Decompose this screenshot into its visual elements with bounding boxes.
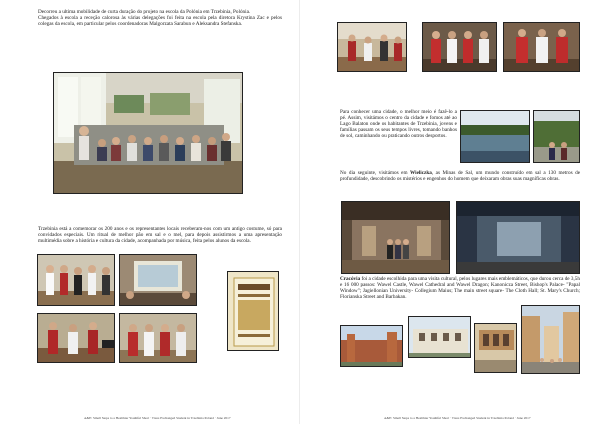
lake-photo — [460, 110, 530, 163]
street-photo — [521, 305, 580, 374]
ceremony-text — [38, 226, 282, 244]
anniversary-poster-photo — [227, 271, 279, 351]
cathedral-photo — [408, 316, 471, 358]
krakow-name: Cracóvia — [340, 276, 361, 282]
salt-mine-paragraph: No dia seguinte, visitámos em Wieliczka, as Minas de Sal, um mundo construído em sal a 130 metros de profundidade, descobrindo os mistérios e engenhos do homem que deixaram obras suas magníficas obras. — [340, 170, 580, 183]
hall-photo — [337, 22, 407, 72]
welcome-photo — [37, 254, 115, 306]
right-footer: A&E: Small Steps to a Healthier Youthful Short · Trzes Exchanged Student in Trzebinia Poland · June 2017 — [384, 416, 531, 420]
ceremony-paragraph: Trzebinia está a comemorar os 200 anos e os representantes locais receberam-nos com um antigo costume, só para convidados especiais. Um ritual de melhor pão em sal e o mel, para depois assistirmos a uma apresentação multimédia sobre a história e cultura da cidade, acompanhada por música, feita pelos alunos da escola. — [38, 226, 282, 245]
music-performance-photo — [37, 313, 115, 363]
right-page — [300, 0, 600, 424]
walk-text — [340, 109, 457, 139]
presentation-photo — [119, 254, 197, 306]
left-footer: A&E: Small Steps to a Healthier Youthful Short · Trzes Exchanged Student in Trzebinia Poland · June 2017 — [84, 416, 231, 420]
courtyard-photo — [474, 323, 517, 373]
park-photo — [533, 110, 580, 163]
salt-mine-hall-photo — [341, 201, 450, 274]
folk-dance-photo — [119, 313, 197, 363]
castle-photo — [340, 325, 403, 367]
classroom-photo — [53, 72, 243, 194]
dancers-photo — [503, 22, 580, 72]
krakow-paragraph: Cracóvia foi a cidade escolhida para uma visita cultural, pelos lugares mais emblemáticos, que durou cerca de 3,5h e 16 000 passos: Wawel Castle, Wawel Cathedral and Wawel Dragon; Kanonicza Street, Bishop's Palace- "Papal Window"; Jagiellonian University- Collegium Maius; The main street square- The Cloth Hall; St. Mary's Church; Florianska Street and Barbakan. — [340, 276, 580, 301]
intro-text — [38, 9, 282, 27]
intro-line-2: Chegados à escola a receção calorosa às várias delegações foi feita na escola pela diretora Krystina Zac e pelos colegas da escola, em particular pelos coordenadoras Malgorzata Sarabun e Aleksandra Stefanska. — [38, 15, 282, 28]
intro-line-1: Decorreu a ultima mobilidade de curta duração do projeto na escola da Polónia em Trzebinia, Polónia. — [38, 9, 251, 15]
salt-mine-tunnel-photo — [456, 201, 580, 274]
salt-mine-text — [340, 170, 580, 182]
costume-dance-photo — [422, 22, 497, 72]
wieliczka-name: Wieliczka — [410, 170, 432, 176]
krakow-text — [340, 276, 580, 300]
walk-paragraph: Para conhecer uma cidade, o melhor meio é fazê-lo a pé. Assim, visitámos o centro da cidade e fomos até ao Lago Balaton onde os habitantes de Trzebinia, jovens e famílias passam os seus tempos livres, tomando banhos de sol, caminhando ou praticando outros desportos. — [340, 109, 457, 140]
